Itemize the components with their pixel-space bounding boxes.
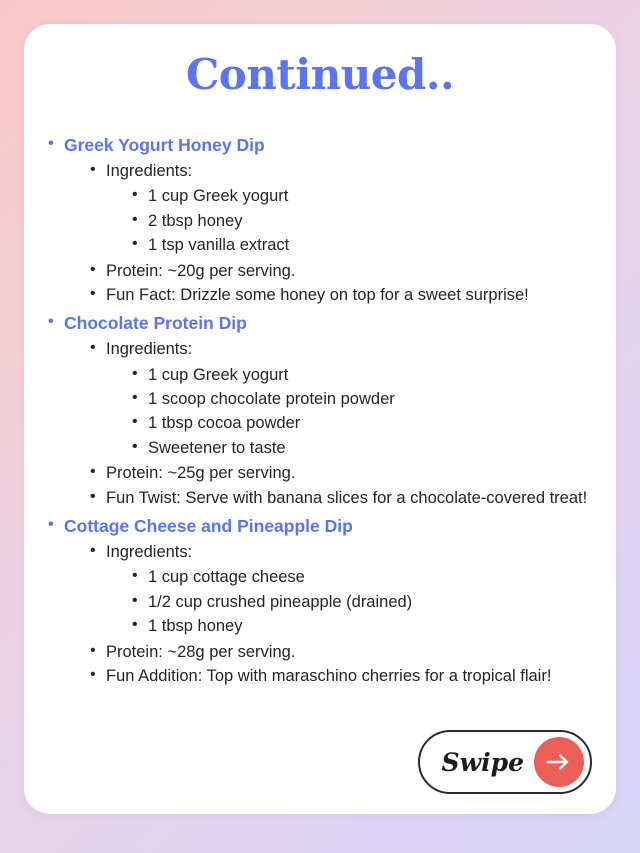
recipe-list xyxy=(24,99,616,689)
list-item xyxy=(88,665,588,688)
list-item xyxy=(88,260,588,283)
swipe-button[interactable] xyxy=(418,730,592,794)
list-item xyxy=(88,338,588,460)
list-item-label: Protein: ~25g per serving. xyxy=(106,464,296,483)
section-heading xyxy=(46,514,588,688)
list-item xyxy=(88,462,588,485)
list-item xyxy=(88,641,588,664)
list-item xyxy=(88,160,588,258)
section-heading xyxy=(46,133,588,307)
slide-card xyxy=(24,24,616,814)
list-item-label: Ingredients: xyxy=(106,161,193,180)
ingredient-item: • 1 scoop chocolate protein powder xyxy=(130,388,588,411)
ingredient-item: • 1 cup Greek yogurt xyxy=(130,364,588,387)
ingredient-item: • 1 cup cottage cheese xyxy=(130,566,588,589)
list-item xyxy=(88,541,588,639)
sections-list xyxy=(46,133,588,689)
page-title: Continued.. xyxy=(185,50,455,99)
ingredient-item: • 1 cup Greek yogurt xyxy=(130,185,588,208)
ingredient-list xyxy=(106,566,588,638)
ingredient-item: • 2 tbsp honey xyxy=(130,210,588,233)
list-item-label: Fun Addition: Top with maraschino cherries for a tropical flair! xyxy=(106,667,552,686)
list-item-label: Fun Fact: Drizzle some honey on top for a sweet surprise! xyxy=(106,285,529,304)
section-items xyxy=(64,541,588,689)
list-item xyxy=(88,487,588,510)
arrow-right-icon[interactable] xyxy=(534,737,584,787)
list-item-label: Protein: ~20g per serving. xyxy=(106,261,296,280)
section-title: Cottage Cheese and Pineapple Dip xyxy=(64,516,353,537)
section-items xyxy=(64,338,588,510)
list-item-label: Protein: ~28g per serving. xyxy=(106,642,296,661)
ingredient-item: • 1 tbsp cocoa powder xyxy=(130,412,588,435)
list-item xyxy=(88,284,588,307)
list-item-label: Ingredients: xyxy=(106,543,193,562)
ingredient-list xyxy=(106,185,588,257)
section-heading xyxy=(46,311,588,510)
section-title: Chocolate Protein Dip xyxy=(64,313,247,334)
section-items xyxy=(64,160,588,308)
ingredient-list xyxy=(106,364,588,461)
swipe-label: Swipe xyxy=(441,747,524,777)
ingredient-item: • 1 tsp vanilla extract xyxy=(130,234,588,257)
section-title: Greek Yogurt Honey Dip xyxy=(64,135,265,155)
ingredient-item: • 1/2 cup crushed pineapple (drained) xyxy=(130,591,588,614)
list-item-label: Ingredients: xyxy=(106,340,193,359)
ingredient-item: • 1 tbsp honey xyxy=(130,615,588,638)
ingredient-item: • Sweetener to taste xyxy=(130,437,588,460)
list-item-label: Fun Twist: Serve with banana slices for a chocolate-covered treat! xyxy=(106,488,588,507)
